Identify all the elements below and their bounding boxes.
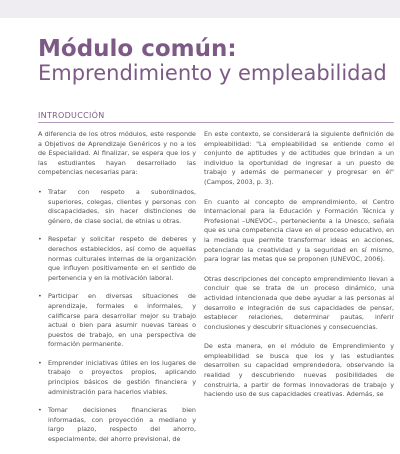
list-item-text: Tratar con respeto a subordinados, superiores, colegas, clientes y personas con discapacidades, sin hacer distinciones de género, de clase social, de etnias u otras.	[48, 187, 196, 225]
body-paragraph: De esta manera, en el módulo de Emprendimiento y empleabilidad se busca que los y las estudiantes desarrollen su capacidad emprendedora, observando la realidad y descubriendo nuevas posibilidades de construirla, a partir de formas innovadoras de trabajo y haciendo uso de sus capacidades creativas. Además, se	[204, 342, 394, 399]
bullet-icon: •	[38, 358, 42, 367]
right-column	[204, 130, 394, 410]
bullet-icon: •	[38, 187, 42, 196]
top-band	[0, 0, 400, 18]
list-item	[38, 235, 196, 283]
list-item	[38, 188, 196, 226]
list-item-text: Respetar y solicitar respeto de deberes y derechos establecidos, así como de aquellas normas culturales internas de la organización que influyen positivamente en el sentido de pertenencia y en la motivación laboral.	[48, 235, 196, 282]
section-heading: INTRODUCCIÓN	[38, 111, 105, 120]
bullet-icon: •	[38, 406, 42, 415]
bullet-icon: •	[38, 235, 42, 244]
list-item-text: Tomar decisiones financieras bien informadas, con proyección a mediano y largo plazo, respecto del ahorro, especialmente, del ahorro previsional, de	[48, 406, 196, 444]
body-paragraph: En este contexto, se considerará la siguiente definición de empleabilidad: "La empleabilidad se entiende como el conjunto de aptitudes y de actitudes que brindan a un individuo la oportunidad de ingresar a un puesto de trabajo y además de permanecer y progresar en él" (Campos, 2003, p. 3).	[204, 130, 394, 186]
intro-paragraph: A diferencia de los otros módulos, este responde a Objetivos de Aprendizaje Genéricos y no a los de Especialidad. Al finalizar, se espera que los y las estudiantes hayan desarrollado las competencias necesarias para:	[38, 130, 196, 177]
page-subtitle: Emprendimiento y empleabilidad	[38, 61, 387, 85]
list-item	[38, 406, 196, 444]
section-divider	[38, 122, 394, 123]
left-column	[38, 130, 196, 454]
body-paragraph: Otras descripciones del concepto emprendimiento llevan a concluir que se trata de un proceso dinámico, una actividad intencionada que debe ayudar a las personas al desarrollo e integración de sus capacidades de pensar, establecer relaciones, determinar pautas, inferir conclusiones y descubrir situaciones y consecuencias.	[204, 274, 394, 331]
competency-list	[38, 188, 196, 445]
page-title: Módulo común:	[38, 36, 237, 62]
list-item	[38, 292, 196, 350]
list-item-text: Participar en diversas situaciones de aprendizaje, formales e informales, y calificarse para desarrollar mejor su trabajo actual o bien para asumir nuevas tareas o puestos de trabajo, en una perspectiva de formación permanente.	[48, 292, 196, 349]
list-item-text: Emprender iniciativas útiles en los lugares de trabajo o proyectos propios, aplicando principios básicos de gestión financiera y administración para hacerlos viables.	[48, 358, 196, 396]
list-item	[38, 359, 196, 397]
bullet-icon: •	[38, 292, 42, 301]
body-paragraph: En cuanto al concepto de emprendimiento, el Centro Internacional para la Educación y Formación Técnica y Profesional –UNEVOC–, perteneciente a la Unesco, señala que es una competencia clave en el proceso educativo, en la medida que permite transformar ideas en acciones, potenciando la creatividad y la seguridad en sí mismo, para lograr las metas que se proponen (UNEVOC, 2006).	[204, 197, 394, 264]
